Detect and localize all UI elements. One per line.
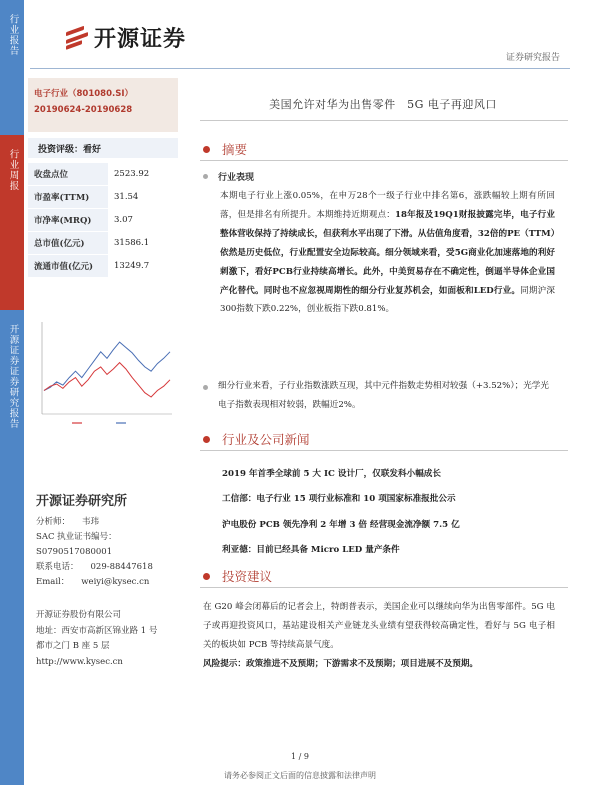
market-metrics-table [28, 163, 178, 278]
metric-row [28, 209, 178, 232]
metric-label: 市净率(MRQ) [28, 209, 108, 231]
header-divider [30, 68, 570, 69]
sector-info-box [28, 78, 178, 132]
news-heading: 行业及公司新闻 [203, 430, 310, 448]
sidebar-research-report [0, 310, 24, 785]
advice-heading: 投资建议 [203, 567, 272, 585]
company-website[interactable]: http://www.kysec.cn [36, 657, 123, 668]
analyst-name: 韦玮 [82, 517, 100, 527]
sac-number: S0790517080001 [36, 546, 113, 557]
industry-performance-paragraph: 本期电子行业上涨0.05%，在申万28个一级子行业中排名第6，涨跌幅较上期有所回落，但是排名有所提升。本期维持近期观点：18年报及19Q1财报披露完毕，电子行业整体营收保持了持续成长，但获利水平出现了下滑。从估值角度看，32倍的PE（TTM）依然是历史低位，行业配置安全边际较高。细分领域来看，受5G商业化加速落地的利好刺激下，看好PCB行业持续高增长。此外，中美贸易存在不确定性，倒逼半导体企业国产化替代。同时也不应忽视周期性的细分行业复苏机会，如面板和LED行业。同期沪深300指数下跌0.22%，创业板指下跌0.81%。 [220, 191, 555, 315]
metric-label: 市盈率(TTM) [28, 186, 108, 208]
industry-performance-heading: 行业表现 [203, 170, 254, 183]
metric-value: 3.07 [114, 215, 133, 225]
metric-value: 31586.1 [114, 238, 150, 248]
metric-value: 13249.7 [114, 261, 150, 271]
section-dot-icon [203, 573, 210, 580]
company-address-line-2: 都市之门 B 座 5 层 [36, 641, 110, 652]
news-item: 利亚德：目前已经具备 Micro LED 量产条件 [222, 545, 400, 556]
sidebar-bottom-label: 开源证券证券研究报告 [7, 324, 19, 429]
index-trend-chart [32, 318, 178, 430]
metric-label: 总市值(亿元) [28, 232, 108, 254]
bullet-icon [203, 385, 208, 390]
section-dot-icon [203, 146, 210, 153]
email-label: Email： [36, 576, 70, 587]
institute-title: 开源证券研究所 [36, 494, 128, 509]
news-list [222, 462, 460, 563]
logo-text: 开源证券 [94, 27, 187, 52]
metric-row [28, 186, 178, 209]
phone-label: 联系电话： [36, 561, 79, 572]
sub-industry-paragraph: 细分行业来看，子行业指数涨跌互现，其中元件指数走势相对较强（+3.52%）；光学光电子指数表现相对较弱，跌幅近2%。 [203, 377, 555, 415]
metric-label: 收盘点位 [28, 163, 108, 185]
sidebar-weekly-report [0, 135, 24, 310]
sac-label: SAC 执业证书编号： [36, 531, 117, 542]
logo-mark-icon [66, 25, 88, 51]
metric-label: 流通市值(亿元) [28, 255, 108, 277]
section-dot-icon [203, 436, 210, 443]
sidebar-industry-report [0, 0, 24, 135]
analyst-info [36, 515, 153, 589]
company-address-line-1: 地址：西安市高新区锦业路 1 号 [36, 625, 158, 636]
phone-number: 029-88447618 [90, 561, 153, 572]
investment-rating: 投资评级：看好 [28, 138, 178, 158]
analyst-label: 分析师： [36, 517, 71, 527]
news-item: 工信部：电子行业 15 项行业标准和 10 项国家标准报批公示 [222, 494, 456, 505]
metric-row [28, 163, 178, 186]
company-logo [66, 22, 186, 53]
sector-period: 20190624-20190628 [34, 105, 133, 116]
metric-row [28, 232, 178, 255]
page-number: 1 / 9 [291, 752, 309, 761]
report-type-label: 证券研究报告 [505, 53, 560, 63]
risk-warning: 风险提示：政策推进不及预期；下游需求不及预期；项目进展不及预期。 [203, 658, 479, 669]
company-info [36, 608, 157, 671]
news-item: 2019 年首季全球前 5 大 IC 设计厂，仅联发科小幅成长 [222, 469, 441, 479]
company-name: 开源证券股份有限公司 [36, 610, 122, 620]
report-title: 美国允许对华为出售零件 5G 电子再迎风口 [269, 98, 497, 111]
sidebar-top-label: 行业报告 [7, 14, 19, 56]
metric-value: 2523.92 [114, 169, 150, 179]
email-address[interactable]: weiyi@kysec.cn [81, 576, 150, 587]
bullet-icon [203, 174, 208, 179]
title-divider [200, 120, 568, 121]
summary-divider [200, 160, 568, 161]
sidebar-middle-label: 行业周报 [7, 149, 19, 191]
disclaimer-note: 请务必参阅正文后面的信息披露和法律声明 [224, 771, 376, 780]
metric-value: 31.54 [114, 192, 139, 202]
metric-row [28, 255, 178, 278]
news-divider [200, 450, 568, 451]
news-item: 沪电股份 PCB 领先净利 2 年增 3 倍 经营现金流净额 7.5 亿 [222, 519, 460, 530]
advice-divider [200, 587, 568, 588]
summary-heading: 摘要 [203, 140, 247, 158]
advice-paragraph: 在 G20 峰会闭幕后的记者会上，特朗普表示，美国企业可以继续向华为出售零部件。5G 电子或再迎投资风口，基站建设相关产业链龙头业绩有望获得较高确定性，看好与 5G 电子相关的板块如 PCB 等持续高景气度。 风险提示：政策推进不及预期；下游需求不及预期；项目进展不及预期。 [203, 602, 555, 669]
sector-name: 电子行业（801080.SI） [34, 89, 133, 99]
